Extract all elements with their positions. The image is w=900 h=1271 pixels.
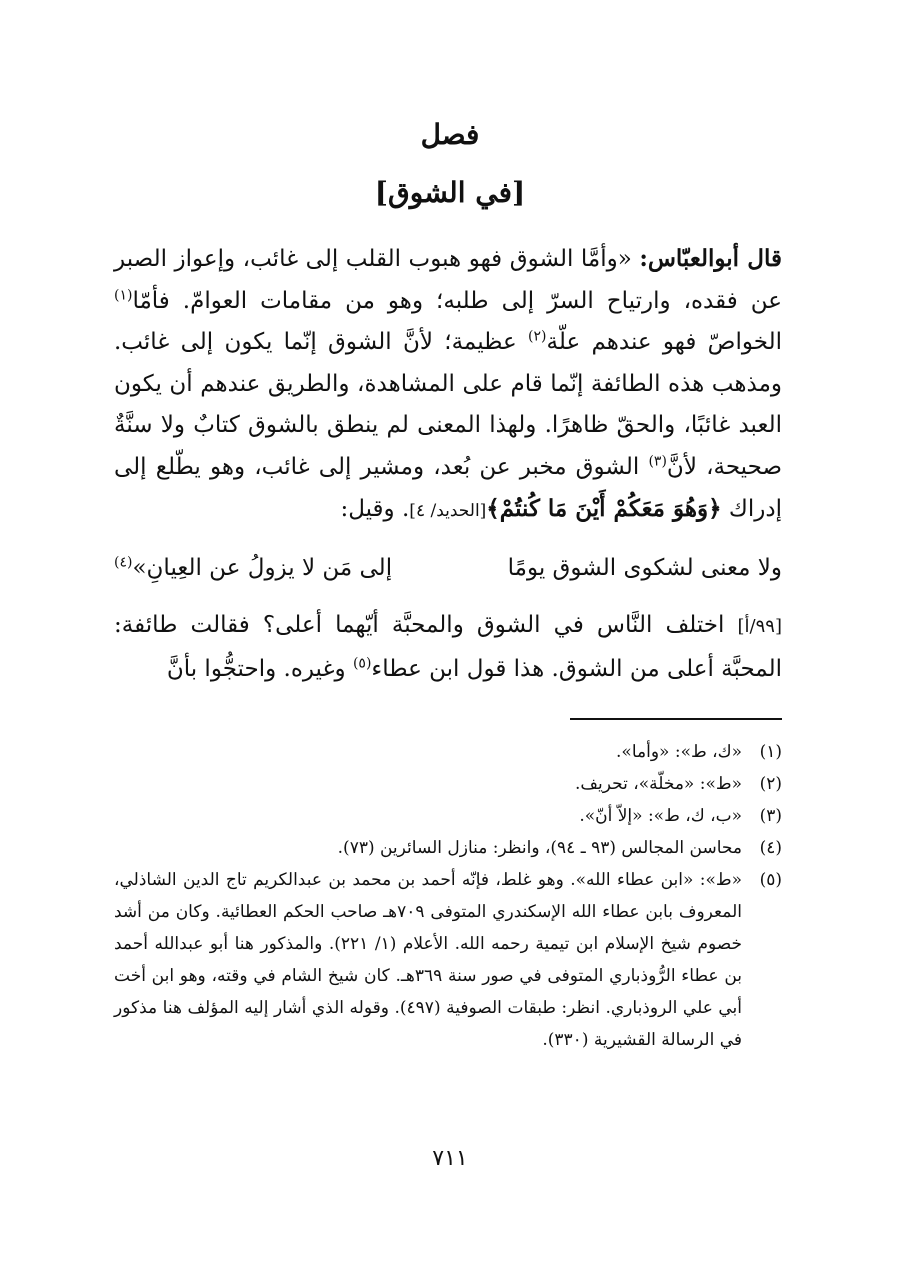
paragraph-2 — [114, 604, 782, 690]
paragraph-text: عظيمة؛ لأنَّ الشوق إنّما يكون إلى غائب. ومذهب هذه الطائفة إنّما قام على المشاهدة، والطريق عندهم أن يكون العبد غائبًا، والحقّ ظاهرًا. ولهذا المعنى لم ينطق بالشوق كتابٌ ولا سنَّةٌ صحيحة، لأنَّ — [114, 329, 782, 480]
quran-reference: [الحديد/ ٤] — [409, 501, 487, 521]
footnote-text: محاسن المجالس (٩٣ ـ ٩٤)، وانظر: منازل السائرين (٧٣). — [337, 838, 742, 858]
paragraph-1 — [114, 238, 782, 533]
verse-hemistich-2: إلى مَن لا يزولُ عن العِيانِ» — [132, 555, 393, 581]
paragraph-text: الخواصّ فهو عندهم علّة — [546, 329, 783, 355]
quran-verse: ﴿وَهُوَ مَعَكُمْ أَيْنَ مَا كُنتُمْ﴾ — [486, 495, 722, 522]
manuscript-folio-marker: [٩٩/أ] — [737, 616, 782, 637]
footnote-text: «ب، ك، ط»: «إلاّ أنّ». — [579, 806, 742, 826]
speaker-label: قال أبوالعبّاس: — [639, 245, 782, 272]
chapter-subheading: [في الشوق] — [374, 176, 526, 209]
footnote-ref-1[interactable]: (١) — [114, 286, 133, 303]
footnote-ref-2[interactable]: (٢) — [528, 328, 547, 345]
footnote-item — [114, 768, 782, 800]
paragraph-text: «وأمَّا الشوق فهو هبوب القلب إلى غائب، وإعواز الصبر عن فقده، وارتياح السرّ إلى طلبه؛ وهو من مقامات العوامّ. فأمّا — [114, 246, 782, 314]
page-number: ٧١١ — [432, 1146, 468, 1171]
footnote-divider — [570, 718, 782, 720]
footnote-item — [114, 832, 782, 864]
poetry-verse — [114, 548, 782, 588]
paragraph-text: اختلف النَّاس في الشوق والمحبَّة أيّهما أعلى؟ فقالت طائفة: المحبَّة أعلى من الشوق. هذا قول ابن عطاء — [114, 612, 782, 682]
verse-hemistich-1: ولا معنى لشكوى الشوق يومًا — [507, 555, 782, 581]
footnotes — [114, 736, 782, 1056]
footnote-text: «ك، ط»: «وأما». — [616, 742, 742, 762]
footnote-number: (٣) — [759, 806, 782, 826]
footnote-number: (٥) — [759, 870, 782, 890]
verse-hemistich-2-wrap — [114, 548, 392, 588]
footnote-number: (٤) — [759, 838, 782, 858]
footnote-ref-3[interactable]: (٣) — [648, 452, 667, 469]
footnote-number: (١) — [759, 742, 782, 762]
main-paragraph — [114, 238, 782, 533]
paragraph-text: وغيره. واحتجُّوا بأنَّ — [166, 656, 353, 682]
footnote-item — [114, 800, 782, 832]
footnote-text: «ط»: «ابن عطاء الله». وهو غلط، فإنّه أحمد بن محمد بن عبدالكريم تاج الدين الشاذلي، المعروف بابن عطاء الله الإسكندري المتوفى ٧٠٩هـ صاحب الحكم العطائية. وكان من أشد خصوم شيخ الإسلام ابن تيمية رحمه الله. الأعلام (١/ ٢٢١). والمذكور هنا أبو عبدالله أحمد بن عطاء الرُّوذباري المتوفى في صور سنة ٣٦٩هـ. كان شيخ الشام في وقته، وهو ابن أخت أبي علي الروذباري. انظر: طبقات الصوفية (٤٩٧). وقوله الذي أشار إليه المؤلف هنا مذكور في الرسالة القشيرية (٣٣٠). — [114, 870, 742, 1050]
second-paragraph — [114, 604, 782, 690]
paragraph-text: . وقيل: — [340, 496, 410, 522]
footnote-ref-5[interactable]: (٥) — [352, 655, 372, 672]
chapter-heading: فصل — [420, 118, 480, 151]
paragraph-text: الشوق مخبر عن بُعد، ومشير إلى غائب، وهو يطّلع إلى إدراك — [114, 453, 782, 522]
footnote-item — [114, 864, 782, 1056]
footnote-ref-4[interactable]: (٤) — [114, 554, 133, 571]
footnote-number: (٢) — [759, 774, 782, 794]
footnote-text: «ط»: «مخلّة»، تحريف. — [575, 774, 742, 794]
footnote-item — [114, 736, 782, 768]
